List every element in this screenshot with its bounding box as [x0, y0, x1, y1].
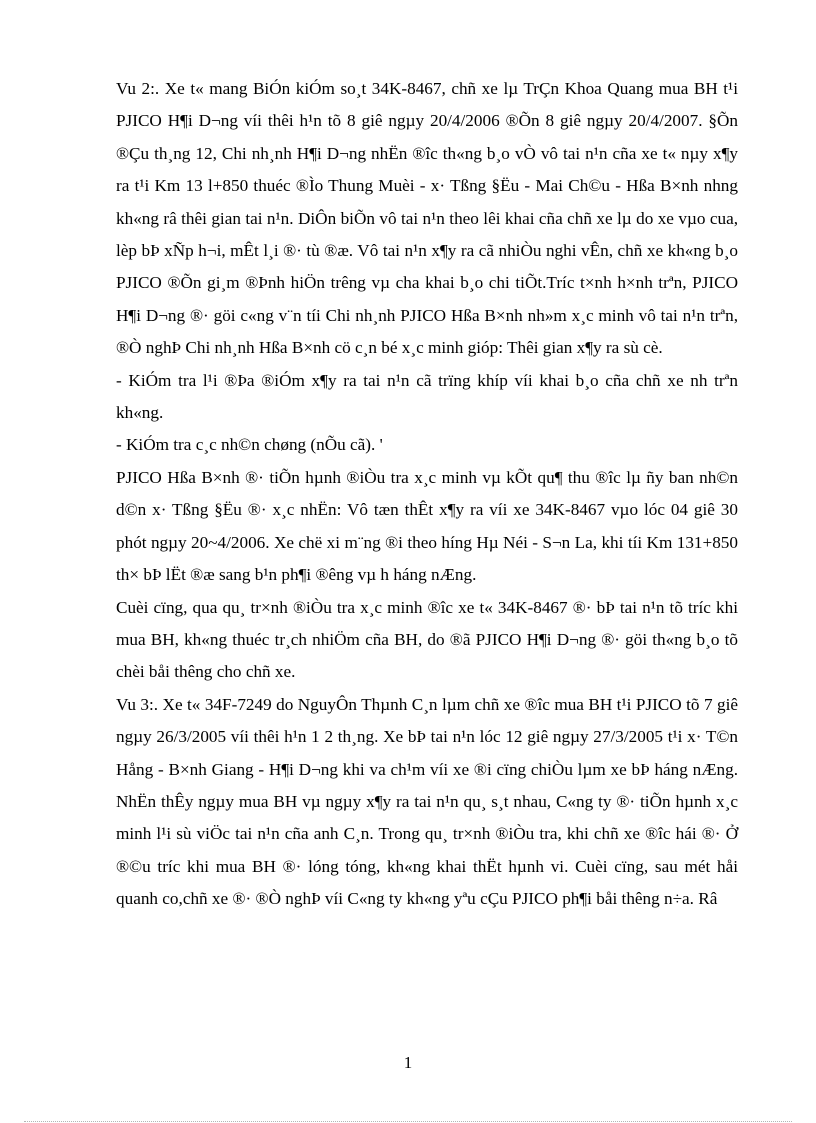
footer-divider — [24, 1121, 792, 1122]
paragraph-check-location: - KiÓm tra l¹i ®Þa ®iÓm x¶y ra tai n¹n cã trïng khíp víi khai b¸o cña chñ xe nh trªn kh«ng. — [116, 370, 738, 423]
paragraph-case-2-conclusion: Cuèi cïng, qua qu¸ tr×nh ®iÒu tra x¸c minh ®îc xe t« 34K-8467 ®· bÞ tai n¹n tõ tríc khi mua BH, kh«ng thuéc tr¸ch nhiÖm cña BH, do ®ã PJICO H¶i D¬ng ®· göi th«ng b¸o tõ chèi båi thêng cho chñ xe. — [116, 597, 738, 682]
paragraph-investigation-result: PJICO Hßa B×nh ®· tiÕn hµnh ®iÒu tra x¸c minh vµ kÕt qu¶ thu ®îc lµ ñy ban nh©n d©n x· Tßng §Ëu ®· x¸c nhËn: Vô tæn thÊt x¶y ra víi xe 34K-8467 vµo lóc 04 giê 30 phót ngµy 20~4/2006. Xe chë xi m¨ng ®i theo híng Hµ Néi - S¬n La, khi tíi Km 131+850 th× bÞ lËt ®æ sang b¹n ph¶i ®êng vµ h háng nÆng. — [116, 467, 738, 585]
paragraph-case-2: Vu 2:. Xe t« mang BiÓn kiÓm so¸t 34K-8467, chñ xe lµ TrÇn Khoa Quang mua BH t¹i PJICO H¶i D¬ng víi thêi h¹n tõ 8 giê ngµy 20/4/2006 ®Õn 8 giê ngµy 20/4/2007. §Õn ®Çu th¸ng 12, Chi nh¸nh H¶i D¬ng nhËn ®îc th«ng b¸o vÒ vô tai n¹n cña xe t« nµy x¶y ra t¹i Km 13 l+850 thuéc ®Ìo Thung Muèi - x· Tßng §Ëu - Mai Ch©u - Hßa B×nh nhng kh«ng râ thêi gian tai n¹n. DiÔn biÕn vô tai n¹n theo lêi khai cña chñ xe lµ do xe vµo cua, lèp bÞ xÑp h¬i, mÊt l¸i ®· tù ®æ. Vô tai n¹n x¶y ra cã nhiÒu nghi vÊn, chñ xe kh«ng b¸o PJICO ®Õn gi¸m ®Þnh hiÖn trêng vµ cha khai b¸o chi tiÕt.Tríc t×nh h×nh trªn, PJICO H¶i D¬ng ®· göi c«ng v¨n tíi Chi nh¸nh PJICO Hßa B×nh nh»m x¸c minh vô tai n¹n trªn, ®Ò nghÞ Chi nh¸nh Hßa B×nh cö c¸n bé x¸c minh gióp: Thêi gian x¶y ra sù cè. — [116, 79, 738, 358]
page-number: 1 — [403, 1053, 413, 1072]
paragraph-case-3: Vu 3:. Xe t« 34F-7249 do NguyÔn Thµnh C¸n lµm chñ xe ®îc mua BH t¹i PJICO tõ 7 giê ngµy 26/3/2005 víi thêi h¹n 1 2 th¸ng. Xe bÞ tai n¹n lóc 12 giê ngµy 27/3/2005 t¹i x· T©n Hång - B×nh Giang - H¶i D¬ng khi va ch¹m víi xe ®i cïng chiÒu lµm xe bÞ háng nÆng. NhËn thÊy ngµy mua BH vµ ngµy x¶y ra tai n¹n qu¸ s¸t nhau, C«ng ty ®· tiÕn hµnh x¸c minh l¹i sù viÖc tai n¹n cña anh C¸n. Trong qu¸ tr×nh ®iÒu tra, khi chñ xe ®îc hái ®· Ở ®©u tríc khi mua BH ®· lóng tóng, kh«ng khai thËt hµnh vi. Cuèi cïng, sau mét håi quanh co,chñ xe ®· ®Ò nghÞ víi C«ng ty kh«ng yªu cÇu PJICO ph¶i båi thêng n÷a. Râ — [116, 694, 738, 909]
body-text — [116, 73, 738, 916]
paragraph-check-witnesses: - KiÓm tra c¸c nh©n chøng (nÕu cã). ' — [116, 435, 383, 455]
